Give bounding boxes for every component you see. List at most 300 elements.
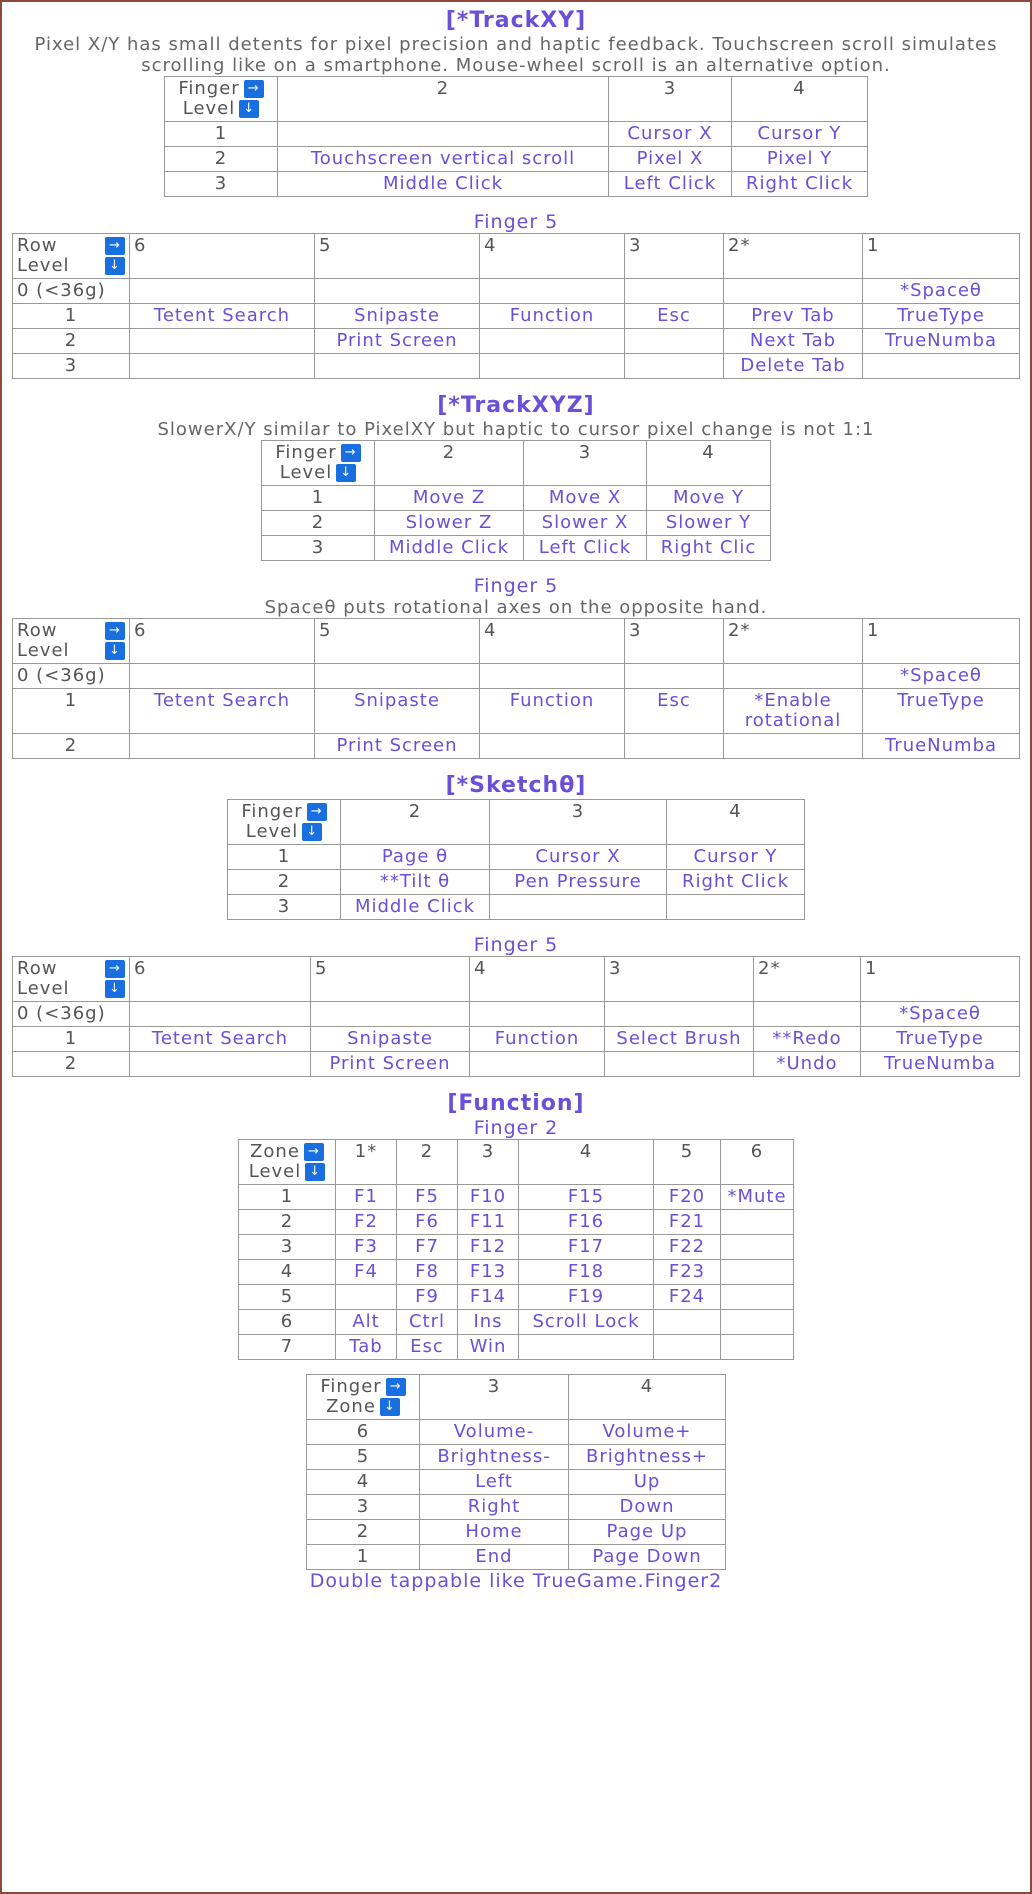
table-row	[13, 734, 1020, 759]
column-header: 4	[519, 1140, 654, 1185]
table-cell: *Spaceθ	[863, 664, 1020, 689]
table-cell	[654, 1310, 721, 1335]
column-header: 3	[609, 77, 732, 122]
table-cell	[724, 734, 863, 759]
table-cell	[625, 279, 724, 304]
table-cell	[130, 354, 315, 379]
table-cell: Move Y	[647, 486, 771, 511]
sketch-title: [*Sketchθ]	[445, 773, 587, 798]
table-cell: Snipaste	[315, 689, 480, 734]
column-header: 3	[490, 800, 667, 845]
table-cell	[130, 329, 315, 354]
table-cell: F24	[654, 1285, 721, 1310]
arrow-down-icon: ↓	[105, 980, 125, 998]
table-cell	[480, 664, 625, 689]
column-header: 4	[667, 800, 805, 845]
corner-cell	[307, 1375, 420, 1420]
column-header: 2	[375, 441, 524, 486]
row-label: 3	[239, 1235, 336, 1260]
table-cell	[605, 1002, 754, 1027]
table-cell: End	[420, 1545, 569, 1570]
column-header: 3	[458, 1140, 519, 1185]
table-cell: Function	[480, 304, 625, 329]
table-row	[239, 1260, 794, 1285]
table-cell: Middle Click	[341, 895, 490, 920]
row-label: 0 (<36g)	[13, 279, 130, 304]
table-cell: *Enable rotational	[724, 689, 863, 734]
table-cell: Right Clic	[647, 536, 771, 561]
table-cell	[625, 734, 724, 759]
corner-label-finger: Finger	[275, 442, 337, 463]
table-cell: F20	[654, 1185, 721, 1210]
row-label: 6	[307, 1420, 420, 1445]
table-cell: TrueNumba	[863, 329, 1020, 354]
column-header: 3	[524, 441, 647, 486]
table-cell: F14	[458, 1285, 519, 1310]
column-header: 6	[721, 1140, 794, 1185]
table-cell: Win	[458, 1335, 519, 1360]
table-cell: Right Click	[732, 172, 868, 197]
table-cell: Move X	[524, 486, 647, 511]
table-cell: *Spaceθ	[863, 279, 1020, 304]
row-label: 2	[165, 147, 278, 172]
corner-label-finger: Finger	[241, 801, 303, 822]
table-cell	[625, 664, 724, 689]
table-row	[307, 1445, 726, 1470]
row-label: 2	[239, 1210, 336, 1235]
column-header: 6	[130, 619, 315, 664]
table-cell: F1	[336, 1185, 397, 1210]
table-row	[239, 1185, 794, 1210]
table-cell	[667, 895, 805, 920]
arrow-right-icon: →	[105, 622, 125, 640]
table-cell: F11	[458, 1210, 519, 1235]
row-label: 3	[13, 354, 130, 379]
table-cell	[130, 1052, 311, 1077]
table-row	[262, 511, 771, 536]
arrow-right-icon: →	[341, 444, 361, 462]
table-cell: Move Z	[375, 486, 524, 511]
row-label: 4	[239, 1260, 336, 1285]
table-cell	[480, 354, 625, 379]
table-cell	[721, 1310, 794, 1335]
trackxy-finger5-title: Finger 5	[473, 211, 559, 233]
row-label: 3	[165, 172, 278, 197]
table-cell	[605, 1052, 754, 1077]
table-cell: F9	[397, 1285, 458, 1310]
table-cell	[315, 279, 480, 304]
table-cell: F12	[458, 1235, 519, 1260]
row-label: 1	[13, 689, 130, 734]
table-cell: Ins	[458, 1310, 519, 1335]
row-label: 2	[228, 870, 341, 895]
sketch-table	[227, 799, 805, 920]
row-label: 4	[307, 1470, 420, 1495]
corner-label-level: Level	[17, 978, 70, 999]
table-row	[307, 1520, 726, 1545]
table-cell: Cursor Y	[667, 845, 805, 870]
table-cell	[480, 734, 625, 759]
table-cell: F13	[458, 1260, 519, 1285]
table-row	[262, 486, 771, 511]
table-row	[239, 1335, 794, 1360]
table-cell	[130, 1002, 311, 1027]
function-table	[238, 1139, 794, 1360]
corner-label-finger: Finger	[320, 1376, 382, 1397]
table-cell: F21	[654, 1210, 721, 1235]
table-cell: Slower X	[524, 511, 647, 536]
table-header-row	[239, 1140, 794, 1185]
table-row	[239, 1310, 794, 1335]
table-cell: Snipaste	[311, 1027, 470, 1052]
table-header-row	[262, 441, 771, 486]
row-label: 2	[13, 329, 130, 354]
table-cell: Function	[480, 689, 625, 734]
row-label: 2	[307, 1520, 420, 1545]
column-header: 2*	[754, 957, 861, 1002]
row-label: 2	[262, 511, 375, 536]
page	[2, 2, 1030, 1592]
table-cell: Prev Tab	[724, 304, 863, 329]
table-row	[13, 1002, 1020, 1027]
table-row	[239, 1285, 794, 1310]
table-cell: Page Down	[569, 1545, 726, 1570]
table-header-row	[228, 800, 805, 845]
table-cell: Volume+	[569, 1420, 726, 1445]
table-row	[165, 122, 868, 147]
table-row	[13, 664, 1020, 689]
table-cell: F7	[397, 1235, 458, 1260]
trackxy-finger5-table	[12, 233, 1020, 379]
row-label: 0 (<36g)	[13, 664, 130, 689]
column-header: 5	[311, 957, 470, 1002]
column-header: 3	[625, 619, 724, 664]
table-cell	[480, 279, 625, 304]
trackxy-title: [*TrackXY]	[445, 8, 587, 33]
table-cell	[336, 1285, 397, 1310]
function-subtitle: Finger 2	[473, 1117, 559, 1139]
table-cell: Slower Z	[375, 511, 524, 536]
table-cell: Alt	[336, 1310, 397, 1335]
table-row	[262, 536, 771, 561]
table-header-row	[13, 234, 1020, 279]
table-cell: Brightness+	[569, 1445, 726, 1470]
corner-label-level: Level	[182, 98, 236, 119]
column-header: 1*	[336, 1140, 397, 1185]
column-header: 3	[420, 1375, 569, 1420]
row-label: 2	[13, 1052, 130, 1077]
corner-label-zone: Zone	[326, 1396, 376, 1417]
corner-cell	[13, 234, 130, 279]
table-header-row	[307, 1375, 726, 1420]
table-row	[13, 689, 1020, 734]
table-cell: Delete Tab	[724, 354, 863, 379]
arrow-down-icon: ↓	[239, 100, 259, 118]
row-label: 2	[13, 734, 130, 759]
corner-label-level: Level	[279, 462, 333, 483]
column-header: 1	[863, 234, 1020, 279]
arrow-right-icon: →	[304, 1143, 324, 1161]
column-header: 4	[480, 619, 625, 664]
table-cell: F6	[397, 1210, 458, 1235]
table-row	[165, 147, 868, 172]
row-label: 3	[228, 895, 341, 920]
column-header: 4	[470, 957, 605, 1002]
table-cell	[754, 1002, 861, 1027]
column-header: 5	[654, 1140, 721, 1185]
table-cell: Left	[420, 1470, 569, 1495]
table-cell: TrueType	[863, 689, 1020, 734]
table-cell: Next Tab	[724, 329, 863, 354]
arrow-down-icon: ↓	[336, 464, 356, 482]
row-label: 1	[307, 1545, 420, 1570]
table-cell	[519, 1335, 654, 1360]
table-cell: Tetent Search	[130, 304, 315, 329]
table-cell: F16	[519, 1210, 654, 1235]
table-cell: F4	[336, 1260, 397, 1285]
table-cell	[470, 1002, 605, 1027]
table-cell: F19	[519, 1285, 654, 1310]
row-label: 7	[239, 1335, 336, 1360]
column-header: 2	[341, 800, 490, 845]
table-cell: Page θ	[341, 845, 490, 870]
table-cell: Tab	[336, 1335, 397, 1360]
trackxy-description: Pixel X/Y has small detents for pixel precision and haptic feedback. Touchscreen scroll simulates scrolling like on a smartphone. Mouse-wheel scroll is an alternative option.	[34, 34, 998, 76]
trackxyz-finger5-table	[12, 618, 1020, 759]
column-header: 2	[278, 77, 609, 122]
trackxyz-title: [*TrackXYZ]	[437, 393, 595, 418]
table-cell: Home	[420, 1520, 569, 1545]
table-row	[13, 354, 1020, 379]
row-label: 1	[165, 122, 278, 147]
table-cell: Touchscreen vertical scroll	[278, 147, 609, 172]
table-cell	[654, 1335, 721, 1360]
table-cell: Cursor X	[490, 845, 667, 870]
table-cell: Middle Click	[375, 536, 524, 561]
table-cell: Page Up	[569, 1520, 726, 1545]
table-cell: Print Screen	[311, 1052, 470, 1077]
table-cell: *Spaceθ	[861, 1002, 1020, 1027]
table-cell: TrueType	[861, 1027, 1020, 1052]
row-label: 1	[13, 1027, 130, 1052]
column-header: 4	[480, 234, 625, 279]
arrow-down-icon: ↓	[302, 823, 322, 841]
corner-label-row: Row	[17, 620, 58, 641]
table-cell: *Mute	[721, 1185, 794, 1210]
table-cell	[278, 122, 609, 147]
table-cell	[470, 1052, 605, 1077]
table-cell: F18	[519, 1260, 654, 1285]
arrow-right-icon: →	[307, 803, 327, 821]
column-header: 4	[647, 441, 771, 486]
table-cell: Scroll Lock	[519, 1310, 654, 1335]
arrow-down-icon: ↓	[105, 642, 125, 660]
table-cell: Pixel X	[609, 147, 732, 172]
table-cell: Esc	[625, 689, 724, 734]
table-cell	[480, 329, 625, 354]
table-row	[307, 1495, 726, 1520]
table-cell: F17	[519, 1235, 654, 1260]
table-row	[13, 279, 1020, 304]
row-label: 0 (<36g)	[13, 1002, 130, 1027]
corner-label-row: Row	[17, 958, 58, 979]
table-cell: TrueNumba	[861, 1052, 1020, 1077]
table-cell	[311, 1002, 470, 1027]
table-header-row	[13, 957, 1020, 1002]
corner-cell	[262, 441, 375, 486]
arrow-right-icon: →	[105, 237, 125, 255]
table-cell	[130, 279, 315, 304]
table-cell: *Undo	[754, 1052, 861, 1077]
column-header: 1	[863, 619, 1020, 664]
table-row	[228, 870, 805, 895]
arrow-right-icon: →	[244, 80, 264, 98]
trackxyz-finger5-title: Finger 5	[473, 575, 559, 597]
arrow-down-icon: ↓	[105, 257, 125, 275]
function-nav-table	[306, 1374, 726, 1570]
column-header: 3	[625, 234, 724, 279]
table-cell: TrueNumba	[863, 734, 1020, 759]
table-cell: Select Brush	[605, 1027, 754, 1052]
table-cell: F15	[519, 1185, 654, 1210]
table-cell	[863, 354, 1020, 379]
sketch-finger5-table	[12, 956, 1020, 1077]
table-row	[228, 895, 805, 920]
table-cell: Left Click	[609, 172, 732, 197]
table-cell: Down	[569, 1495, 726, 1520]
corner-label-level: Level	[17, 640, 70, 661]
column-header: 4	[569, 1375, 726, 1420]
table-cell: **Tilt θ	[341, 870, 490, 895]
table-cell: Snipaste	[315, 304, 480, 329]
table-cell: Pixel Y	[732, 147, 868, 172]
table-cell	[721, 1260, 794, 1285]
table-cell	[315, 354, 480, 379]
table-cell: Left Click	[524, 536, 647, 561]
corner-label-finger: Finger	[178, 78, 240, 99]
table-cell: Right	[420, 1495, 569, 1520]
table-row	[307, 1420, 726, 1445]
table-cell	[724, 279, 863, 304]
table-cell	[721, 1235, 794, 1260]
table-cell: F8	[397, 1260, 458, 1285]
corner-cell	[13, 619, 130, 664]
table-cell: Ctrl	[397, 1310, 458, 1335]
column-header: 2*	[724, 619, 863, 664]
arrow-down-icon: ↓	[305, 1163, 325, 1181]
row-label: 3	[262, 536, 375, 561]
table-row	[13, 1027, 1020, 1052]
function-title: [Function]	[447, 1091, 585, 1116]
table-cell: F22	[654, 1235, 721, 1260]
table-cell: **Redo	[754, 1027, 861, 1052]
column-header: 4	[732, 77, 868, 122]
row-label: 3	[307, 1495, 420, 1520]
table-cell	[130, 664, 315, 689]
table-cell: Tetent Search	[130, 1027, 311, 1052]
table-cell	[721, 1335, 794, 1360]
column-header: 1	[861, 957, 1020, 1002]
table-row	[239, 1210, 794, 1235]
corner-cell	[228, 800, 341, 845]
table-cell: Cursor X	[609, 122, 732, 147]
table-cell: F2	[336, 1210, 397, 1235]
corner-label-row: Row	[17, 235, 58, 256]
table-cell: Print Screen	[315, 329, 480, 354]
table-cell: F3	[336, 1235, 397, 1260]
table-row	[165, 172, 868, 197]
row-label: 5	[307, 1445, 420, 1470]
table-cell	[490, 895, 667, 920]
row-label: 1	[228, 845, 341, 870]
corner-label-level: Level	[248, 1161, 302, 1182]
corner-cell	[165, 77, 278, 122]
column-header: 2*	[724, 234, 863, 279]
table-cell: Esc	[625, 304, 724, 329]
row-label: 1	[262, 486, 375, 511]
table-cell: Pen Pressure	[490, 870, 667, 895]
table-cell: F23	[654, 1260, 721, 1285]
table-cell: Print Screen	[315, 734, 480, 759]
table-row	[239, 1235, 794, 1260]
table-cell	[724, 664, 863, 689]
column-header: 6	[130, 234, 315, 279]
row-label: 6	[239, 1310, 336, 1335]
table-cell	[721, 1285, 794, 1310]
table-cell: F10	[458, 1185, 519, 1210]
table-row	[13, 329, 1020, 354]
table-cell: Brightness-	[420, 1445, 569, 1470]
table-cell	[315, 664, 480, 689]
trackxyz-table	[261, 440, 771, 561]
function-footer-note: Double tappable like TrueGame.Finger2	[309, 1570, 723, 1592]
table-row	[307, 1470, 726, 1495]
table-cell	[721, 1210, 794, 1235]
table-cell: Right Click	[667, 870, 805, 895]
corner-label-zone: Zone	[250, 1141, 300, 1162]
table-cell: F5	[397, 1185, 458, 1210]
table-cell: Middle Click	[278, 172, 609, 197]
table-row	[13, 1052, 1020, 1077]
table-header-row	[165, 77, 868, 122]
table-cell: Slower Y	[647, 511, 771, 536]
row-label: 1	[13, 304, 130, 329]
column-header: 3	[605, 957, 754, 1002]
trackxyz-description: SlowerX/Y similar to PixelXY but haptic to cursor pixel change is not 1:1	[157, 419, 875, 440]
table-cell	[625, 329, 724, 354]
table-cell: Tetent Search	[130, 689, 315, 734]
table-cell: Cursor Y	[732, 122, 868, 147]
trackxy-table	[164, 76, 868, 197]
corner-cell	[239, 1140, 336, 1185]
column-header: 6	[130, 957, 311, 1002]
corner-label-level: Level	[17, 255, 70, 276]
trackxyz-finger5-description: Spaceθ puts rotational axes on the opposite hand.	[264, 597, 768, 618]
arrow-down-icon: ↓	[380, 1398, 400, 1416]
table-cell: Function	[470, 1027, 605, 1052]
column-header: 2	[397, 1140, 458, 1185]
corner-cell	[13, 957, 130, 1002]
sketch-finger5-title: Finger 5	[473, 934, 559, 956]
column-header: 5	[315, 619, 480, 664]
table-cell: Volume-	[420, 1420, 569, 1445]
column-header: 5	[315, 234, 480, 279]
table-cell: Esc	[397, 1335, 458, 1360]
arrow-right-icon: →	[105, 960, 125, 978]
row-label: 1	[239, 1185, 336, 1210]
table-cell: TrueType	[863, 304, 1020, 329]
table-cell	[130, 734, 315, 759]
